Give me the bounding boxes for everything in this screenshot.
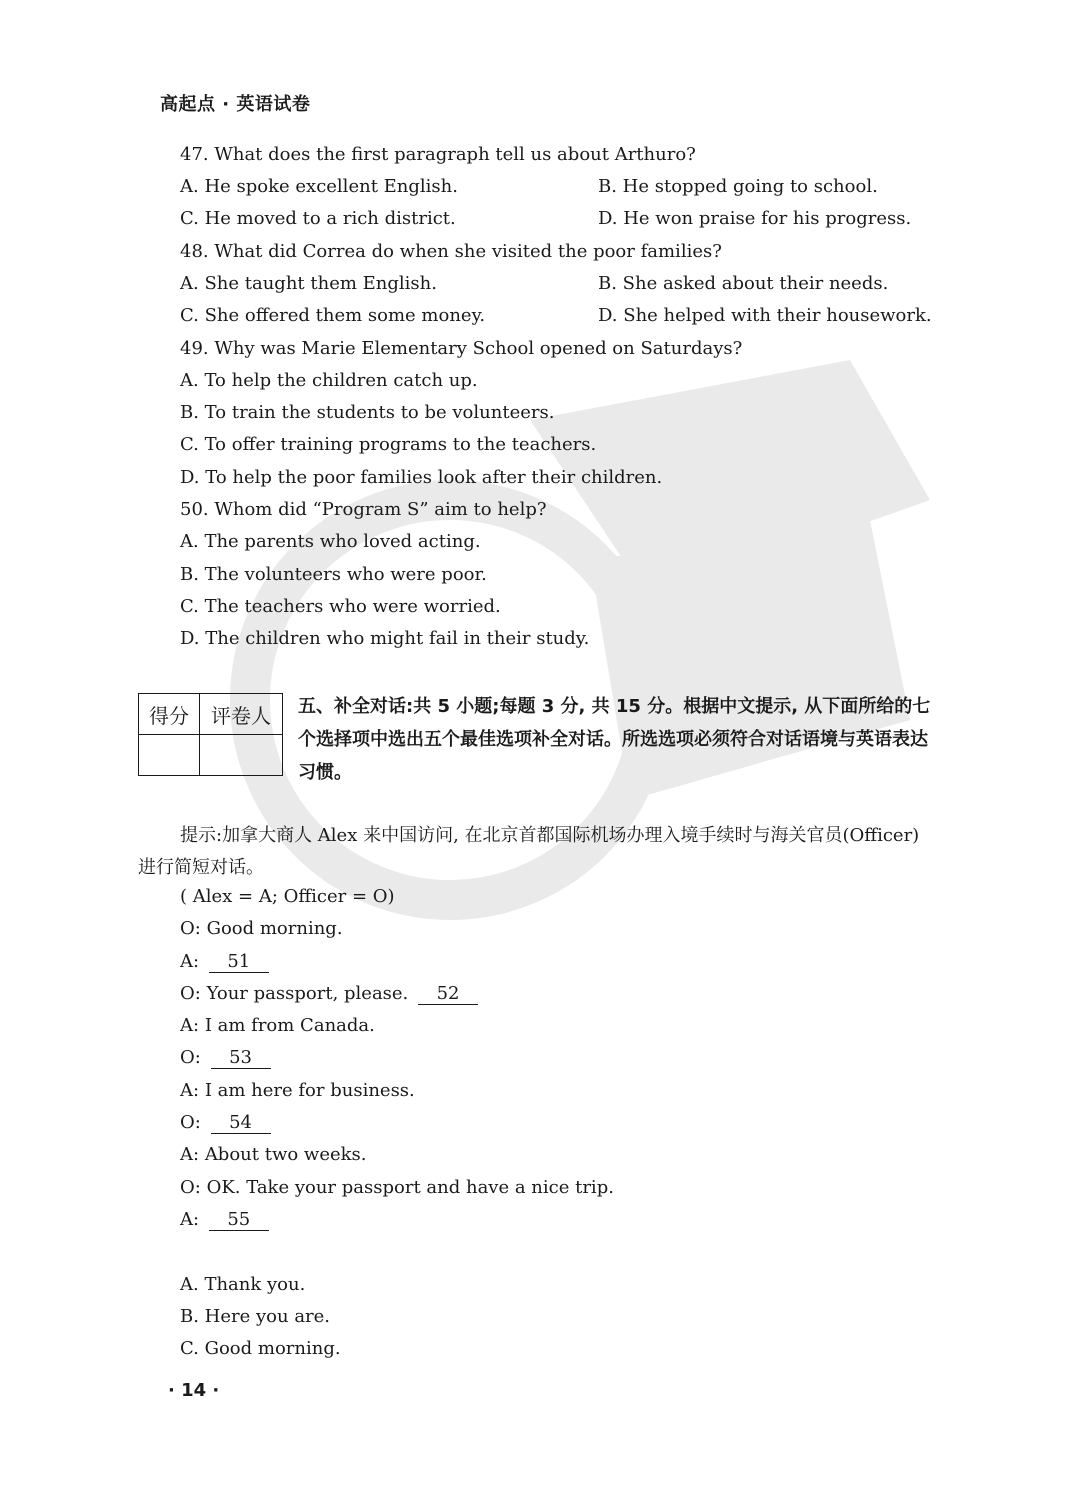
speaker: A: <box>180 1015 200 1036</box>
dialogue-line-4 <box>180 1014 375 1038</box>
section-title: 五、补全对话:共 5 小题;每题 3 分, 共 15 分。根据中文提示, 从下面所给的七个选择项中选出五个最佳选项补全对话。所选选项必须符合对话语境与英语表达习惯。 <box>298 696 931 783</box>
question-49-option-a: A. To help the children catch up. <box>180 370 478 391</box>
question-49-stem: 49. Why was Marie Elementary School opened on Saturdays? <box>180 338 743 359</box>
question-50-option-b: B. The volunteers who were poor. <box>180 564 487 585</box>
dialogue-text: Your passport, please. <box>206 983 409 1004</box>
score-cell[interactable] <box>139 735 200 776</box>
speaker: O: <box>180 1177 201 1198</box>
dialogue-line-1 <box>180 917 343 941</box>
choice-c: C. Good morning. <box>180 1338 341 1359</box>
question-47-stem: 47. What does the first paragraph tell us about Arthuro? <box>180 144 696 165</box>
score-header: 得分 <box>139 694 200 735</box>
question-47-option-d: D. He won praise for his progress. <box>598 208 912 229</box>
dialogue-text: OK. Take your passport and have a nice trip. <box>206 1177 614 1198</box>
dialogue-text: About two weeks. <box>204 1144 367 1165</box>
speaker: A: <box>180 1144 200 1165</box>
question-49-option-c: C. To offer training programs to the teachers. <box>180 434 597 455</box>
speaker: O: <box>180 983 201 1004</box>
question-50-option-a: A. The parents who loved acting. <box>180 531 481 552</box>
choice-a: A. Thank you. <box>180 1274 306 1295</box>
speaker: O: <box>180 918 201 939</box>
speaker: O: <box>180 1112 201 1133</box>
question-48-stem: 48. What did Correa do when she visited the poor families? <box>180 241 722 262</box>
answer-blank-52[interactable]: 52 <box>418 984 478 1005</box>
dialogue-text: Good morning. <box>206 918 343 939</box>
speaker: A: <box>180 1080 200 1101</box>
answer-blank-53[interactable]: 53 <box>211 1048 271 1069</box>
answer-blank-55[interactable]: 55 <box>209 1210 269 1231</box>
answer-blank-51[interactable]: 51 <box>209 952 269 973</box>
question-47-option-a: A. He spoke excellent English. <box>180 176 458 197</box>
grader-header: 评卷人 <box>200 694 283 735</box>
dialogue-line-10 <box>180 1208 269 1232</box>
dialogue-line-6 <box>180 1079 415 1103</box>
dialogue-text: I am here for business. <box>204 1080 415 1101</box>
role-legend: ( Alex = A; Officer = O) <box>180 886 395 907</box>
dialogue-line-9 <box>180 1176 614 1200</box>
dialogue-line-7 <box>180 1111 271 1135</box>
dialogue-line-5 <box>180 1046 271 1070</box>
dialogue-hint: 提示:加拿大商人 Alex 来中国访问, 在北京首都国际机场办理入境手续时与海关官员(Officer) 进行简短对话。 <box>138 825 920 878</box>
question-49-option-d: D. To help the poor families look after their children. <box>180 467 663 488</box>
question-48-option-d: D. She helped with their housework. <box>598 305 932 326</box>
question-48-option-a: A. She taught them English. <box>180 273 437 294</box>
score-table <box>138 693 283 776</box>
dialogue-line-3 <box>180 982 478 1006</box>
question-48-option-c: C. She offered them some money. <box>180 305 486 326</box>
speaker: A: <box>180 1209 200 1230</box>
dialogue-line-8 <box>180 1143 367 1167</box>
question-50-option-c: C. The teachers who were worried. <box>180 596 501 617</box>
question-48-option-b: B. She asked about their needs. <box>598 273 889 294</box>
question-47-option-b: B. He stopped going to school. <box>598 176 878 197</box>
question-50-stem: 50. Whom did “Program S” aim to help? <box>180 499 547 520</box>
page-number: · 14 · <box>168 1380 220 1401</box>
speaker: A: <box>180 951 200 972</box>
question-47-option-c: C. He moved to a rich district. <box>180 208 456 229</box>
answer-blank-54[interactable]: 54 <box>211 1113 271 1134</box>
choice-b: B. Here you are. <box>180 1306 331 1327</box>
speaker: O: <box>180 1047 201 1068</box>
grader-cell[interactable] <box>200 735 283 776</box>
dialogue-line-2 <box>180 950 269 974</box>
page-header: 高起点 · 英语试卷 <box>160 94 311 115</box>
dialogue-text: I am from Canada. <box>204 1015 375 1036</box>
question-50-option-d: D. The children who might fail in their study. <box>180 628 590 649</box>
question-49-option-b: B. To train the students to be volunteers. <box>180 402 555 423</box>
